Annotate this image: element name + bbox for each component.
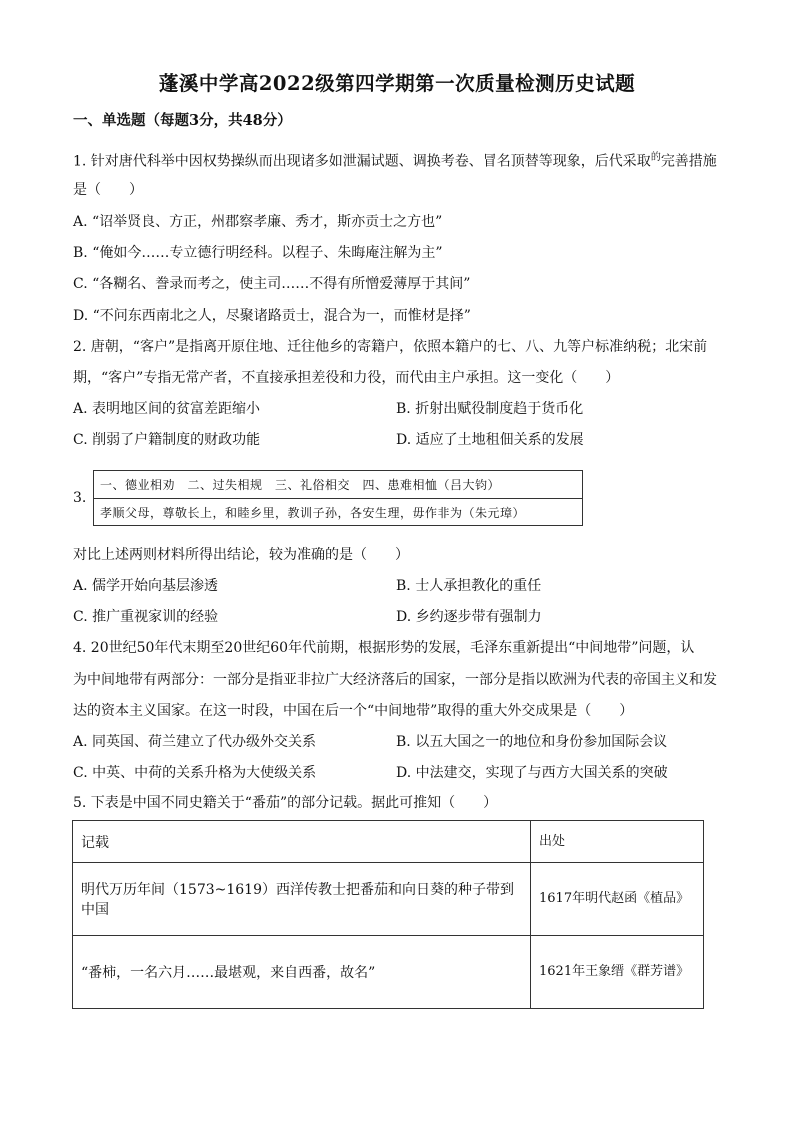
- question-3-material-row-2: 孝顺父母，尊敬长上，和睦乡里，教训子孙，各安生理，毋作非为（朱元璋）: [100, 506, 526, 520]
- question-2-option-d[interactable]: D. 适应了土地租佃关系的发展: [396, 432, 584, 448]
- table-cell-record: 明代万历年间（1573~1619）西洋传教士把番茄和向日葵的种子带到中国: [73, 863, 531, 936]
- question-3-material-box: [93, 470, 583, 526]
- question-3-option-a[interactable]: A. 儒学开始向基层渗透: [73, 578, 219, 594]
- question-1-option-d[interactable]: D. “不问东西南北之人，尽聚诸路贡士，混合为一，而惟材是择”: [73, 308, 471, 324]
- question-2-line-2: 期，“客户”专指无常产者，不直接承担差役和力役，而代由主户承担。这一变化（ ）: [73, 370, 620, 386]
- page-title: 蓬溪中学高2022级第四学期第一次质量检测历史试题: [158, 72, 636, 95]
- question-3-option-c[interactable]: C. 推广重视家训的经验: [73, 609, 219, 625]
- question-4-line-3: 达的资本主义国家。在这一时段，中国在后一个“中间地带”取得的重大外交成果是（ ）: [73, 703, 634, 719]
- table-header-record: 记载: [73, 821, 531, 863]
- question-1-option-c[interactable]: C. “各糊名、誊录而考之，使主司……不得有所憎爱薄厚于其间”: [73, 276, 471, 292]
- question-2-option-a[interactable]: A. 表明地区间的贫富差距缩小: [73, 401, 261, 417]
- question-4-option-d[interactable]: D. 中法建交，实现了与西方大国关系的突破: [396, 765, 668, 781]
- question-1-line-1-end: 完善措施: [660, 153, 717, 170]
- question-3-material-row-1: 一、德业相劝 二、过失相规 三、礼俗相交 四、患难相恤（吕大钧）: [94, 471, 582, 499]
- table-cell-record: “番柿，一名六月……最堪观，来自西番，故名”: [73, 936, 531, 1009]
- question-3-option-d[interactable]: D. 乡约逐步带有强制力: [396, 609, 542, 625]
- question-4-option-a[interactable]: A. 同英国、荷兰建立了代办级外交关系: [73, 734, 317, 750]
- question-3-number: 3.: [73, 490, 87, 506]
- question-1-superscript: 的: [650, 152, 661, 163]
- question-1-stem: [73, 148, 717, 172]
- question-1-option-b[interactable]: B. “俺如今……专立德行明经科。以程子、朱晦庵注解为主”: [73, 245, 443, 261]
- question-4-line-2: 为中间地带有两部分：一部分是指亚非拉广大经济落后的国家，一部分是指以欧洲为代表的帝国主义和发: [73, 672, 717, 688]
- table-header-source: 出处: [531, 821, 704, 863]
- question-3-stem: 对比上述两则材料所得出结论，较为准确的是（ ）: [73, 547, 409, 563]
- table-row: [73, 936, 704, 1009]
- question-2-line-1: 2. 唐朝，“客户”是指离开原住地、迁往他乡的寄籍户，依照本籍户的七、八、九等户标准纳税；北宋前: [73, 339, 708, 355]
- question-4-option-b[interactable]: B. 以五大国之一的地位和身份参加国际会议: [396, 734, 668, 750]
- table-cell-source: 1617年明代赵函《植品》: [531, 863, 704, 936]
- table-cell-source: 1621年王象缙《群芳谱》: [531, 936, 704, 1009]
- question-5-stem: 5. 下表是中国不同史籍关于“番茄”的部分记载。据此可推知（ ）: [73, 795, 498, 811]
- question-2-option-b[interactable]: B. 折射出赋役制度趋于货币化: [396, 401, 584, 417]
- question-4-option-c[interactable]: C. 中英、中荷的关系升格为大使级关系: [73, 765, 317, 781]
- question-1-line-2: 是（ ）: [73, 182, 143, 198]
- table-row: [73, 863, 704, 936]
- question-2-option-c[interactable]: C. 削弱了户籍制度的财政功能: [73, 432, 261, 448]
- question-4-line-1: 4. 20世纪50年代末期至20世纪60年代前期，根据形势的发展，毛泽东重新提出“中间地带”问题，认: [73, 640, 695, 656]
- question-5-table: [72, 820, 704, 1009]
- question-1-option-a[interactable]: A. “诏举贤良、方正，州郡察孝廉、秀才，斯亦贡士之方也”: [73, 214, 443, 230]
- section-heading: 一、单选题（每题3分，共48分）: [73, 112, 292, 129]
- question-3-option-b[interactable]: B. 士人承担教化的重任: [396, 578, 542, 594]
- table-header-row: [73, 821, 704, 863]
- question-1-line-1: 1. 针对唐代科举中因权势操纵而出现诸多如泄漏试题、调换考卷、冒名顶替等现象，后代采取: [73, 153, 651, 170]
